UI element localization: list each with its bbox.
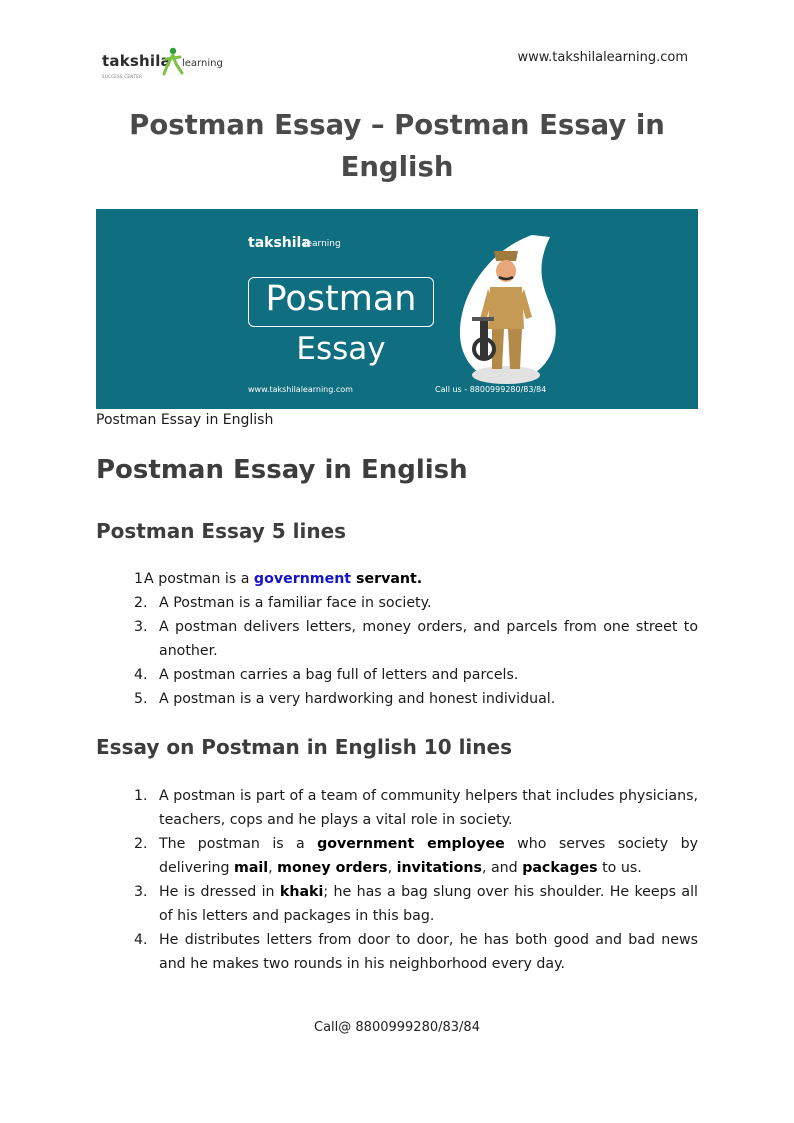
list-number: 4.	[134, 667, 148, 683]
list-item	[96, 591, 698, 615]
list-text: A postman is part of a team of community helpers that includes physicians, teachers, cops and he plays a vital role in society.	[159, 788, 698, 828]
government-link[interactable]: government	[253, 571, 352, 587]
banner-logo-text: takshila	[248, 235, 311, 251]
banner-url: www.takshilalearning.com	[248, 385, 353, 394]
list-number: 1.	[134, 788, 148, 804]
list-number: 3.	[134, 619, 148, 635]
logo-text: takshila	[102, 52, 171, 70]
list-item	[96, 784, 698, 832]
list-number: 3.	[134, 884, 148, 900]
list-text: A postman carries a bag full of letters and parcels.	[159, 667, 519, 683]
postman-illustration-icon	[452, 229, 564, 389]
banner-title: Postman	[265, 279, 417, 319]
list-text: ,	[268, 860, 278, 876]
list-number: 1.	[134, 571, 148, 587]
banner-logo-learning: learning	[304, 239, 341, 249]
page-footer: Call@ 8800999280/83/84	[314, 1020, 480, 1035]
list-number: 2.	[134, 836, 148, 852]
list-bold-text: invitations	[396, 860, 482, 876]
section1-list	[96, 567, 698, 711]
list-bold-text: servant.	[351, 571, 423, 587]
list-text: to us.	[597, 860, 642, 876]
list-bold-text: government employee	[317, 836, 505, 852]
logo-learning-text: learning	[182, 58, 223, 69]
list-text: A postman is a very hardworking and honest individual.	[159, 691, 556, 707]
list-number: 2.	[134, 595, 148, 611]
logo-tagline: SUCCESS CENTER	[102, 74, 143, 79]
banner-subtitle: Essay	[296, 331, 386, 367]
list-text: ; he has a bag slung over his shoulder. He keeps all of his letters and packages in this bag.	[159, 884, 698, 924]
list-item	[96, 663, 698, 687]
list-item	[96, 615, 698, 663]
list-text: He is dressed in	[159, 884, 280, 900]
takshila-logo[interactable]	[102, 46, 222, 86]
list-text: , and	[481, 860, 523, 876]
banner-call: Call us - 8800999280/83/84	[435, 385, 547, 394]
banner-image	[96, 209, 698, 409]
section2-heading: Essay on Postman in English 10 lines	[96, 735, 512, 759]
list-bold-text: khaki	[279, 884, 324, 900]
image-caption: Postman Essay in English	[96, 412, 274, 428]
list-text: The postman is a	[159, 836, 318, 852]
list-item	[96, 567, 698, 591]
list-text: A postman is a	[144, 571, 254, 587]
list-item	[96, 832, 698, 880]
list-number: 5.	[134, 691, 148, 707]
list-text: A postman delivers letters, money orders, and parcels from one street to another.	[159, 619, 698, 659]
site-url[interactable]: www.takshilalearning.com	[517, 50, 688, 65]
page-title: Postman Essay – Postman Essay in English	[129, 109, 665, 183]
page-header	[0, 0, 794, 90]
list-bold-text: packages	[522, 860, 598, 876]
list-number: 4.	[134, 932, 148, 948]
list-bold-text: mail	[234, 860, 269, 876]
section1-heading: Postman Essay 5 lines	[96, 519, 347, 543]
main-heading: Postman Essay in English	[96, 455, 468, 485]
logo-figure-icon	[162, 46, 184, 76]
list-text: A Postman is a familiar face in society.	[159, 595, 432, 611]
list-item	[96, 687, 698, 711]
list-item	[96, 928, 698, 976]
list-bold-text: money orders	[277, 860, 388, 876]
list-text: who serves society by delivering	[159, 836, 698, 876]
list-text: He distributes letters from door to door, he has both good and bad news and he makes two rounds in his neighborhood every day.	[159, 932, 698, 972]
list-text: ,	[387, 860, 397, 876]
section2-list	[96, 784, 698, 976]
list-item	[96, 880, 698, 928]
